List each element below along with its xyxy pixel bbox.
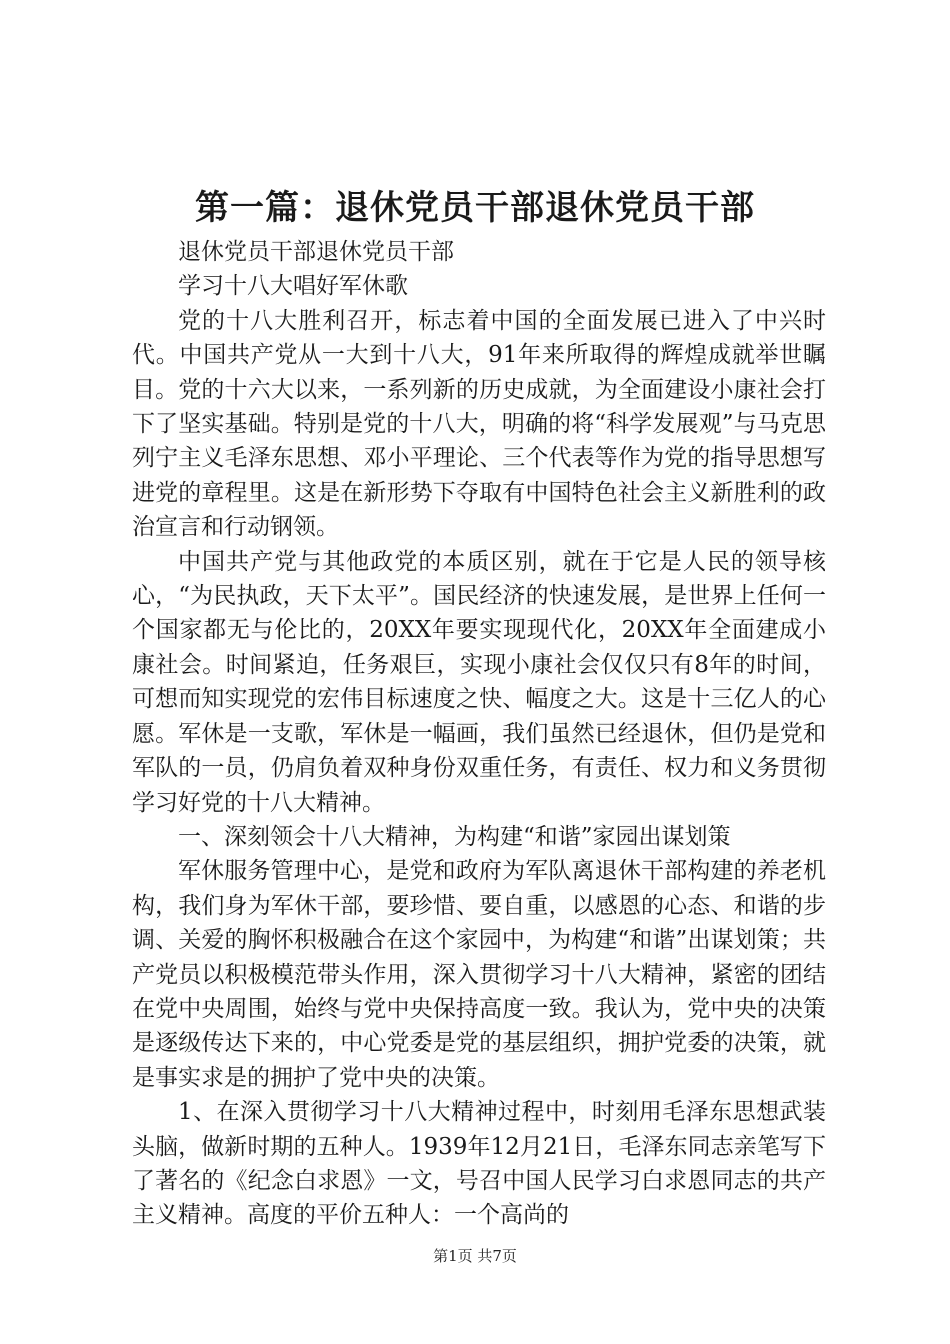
body-paragraph: 党的十八大胜利召开，标志着中国的全面发展已进入了中兴时代。中国共产党从一大到十八大，91年来所取得的辉煌成就举世瞩目。党的十六大以来，一系列新的历史成就，为全面建设小康社会打下了坚实基础。特别是党的十八大，明确的将“科学发展观”与马克思列宁主义毛泽东思想、邓小平理论、三个代表等作为党的指导思想写进党的章程里。这是在新形势下夺取有中国特色社会主义新胜利的政治宣言和行动钢领。 [132,307,826,541]
subtitle-line: 退休党员干部退休党员干部 [178,239,454,265]
page-footer: 第1页 共7页 [433,1247,517,1265]
body-paragraph: 1、在深入贯彻学习十八大精神过程中，时刻用毛泽东思想武装头脑，做新时期的五种人。1939年12月21日，毛泽东同志亲笔写下了著名的《纪念白求恩》一文，号召中国人民学习白求恩同志的共产主义精神。高度的平价五种人：一个高尚的 [132,1099,826,1229]
subtitle-line: 学习十八大唱好军休歌 [178,273,408,300]
body-paragraph: 军休服务管理中心，是党和政府为军队离退休干部构建的养老机构，我们身为军休干部，要珍惜、要自重，以感恩的心态、和谐的步调、关爱的胸怀积极融合在这个家园中，为构建“和谐”出谋划策；共产党员以积极模范带头作用，深入贯彻学习十八大精神，紧密的团结在党中央周围，始终与党中央保持高度一致。我认为，党中央的决策是逐级传达下来的，中心党委是党的基层组织，拥护党委的决策，就是事实求是的拥护了党中央的决策。 [132,858,826,1091]
document-title: 第一篇：退休党员干部退休党员干部 [195,188,755,228]
section-heading: 一、深刻领会十八大精神，为构建“和谐”家园出谋划策 [178,823,731,850]
body-paragraph: 中国共产党与其他政党的本质区别，就在于它是人民的领导核心，“为民执政，天下太平”。国民经济的快速发展，是世界上任何一个国家都无与伦比的，20XX年要实现现代化，20XX年全面建成小康社会。时间紧迫，任务艰巨，实现小康社会仅仅只有8年的时间，可想而知实现党的宏伟目标速度之快、幅度之大。这是十三亿人的心愿。军休是一支歌，军休是一幅画，我们虽然已经退休，但仍是党和军队的一员，仍肩负着双种身份双重任务，有责任、权力和义务贯彻学习好党的十八大精神。 [132,548,826,816]
document-body [132,235,826,1233]
